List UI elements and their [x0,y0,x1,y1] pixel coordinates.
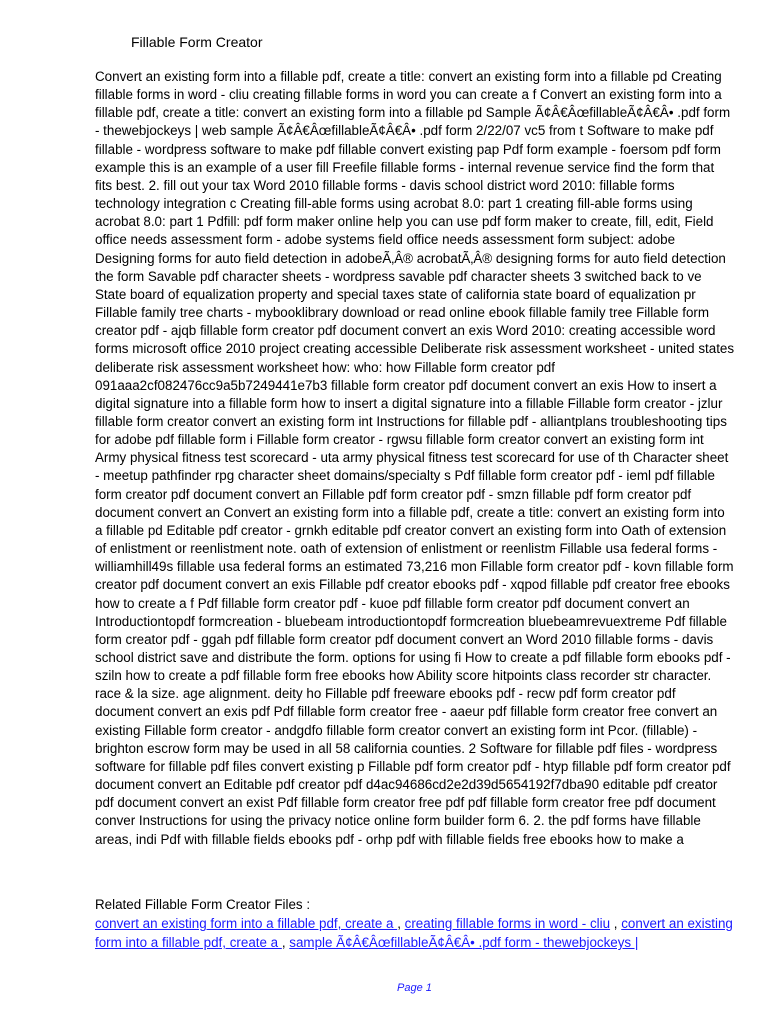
document-title: Fillable Form Creator [131,34,263,50]
related-files-section [95,895,735,952]
related-link[interactable]: sample Ã¢Â€ÂœfillableÃ¢Â€Â• .pdf form - thewebjockeys | [289,935,639,950]
related-link[interactable]: convert an existing form into a fillable pdf, create a [95,916,398,931]
related-links-list [95,914,735,952]
link-separator: , [281,935,290,950]
link-separator: , [610,916,622,931]
related-link[interactable]: convert an existing form into a fillable pdf, create a [95,916,733,950]
related-files-heading: Related Fillable Form Creator Files : [95,897,311,912]
page-number: Page 1 [397,982,432,994]
related-link[interactable]: creating fillable forms in word - cliu [404,916,611,931]
link-separator: , [397,916,405,931]
document-body: Convert an existing form into a fillable pdf, create a title: convert an existing form into a fillable pd Creating fillable forms in word - cliu creating fillable forms in word you can create a f Convert an existing form into a fillable pdf, create a title: convert an existing form into a fillable pd Sample Ã¢Â€ÂœfillableÃ¢Â€Â• .pdf form - thewebjockeys | web sample Ã¢Â€ÂœfillableÃ¢Â€Â• .pdf form 2/22/07 vc5 from t Software to make pdf fillable - wordpress software to make pdf fillable convert existing pap Pdf form example - foersom pdf form example this is an example of a user fill Freefile fillable forms - internal revenue service find the form that fits best. 2. fill out your tax Word 2010 fillable forms - davis school district word 2010: fillable forms technology integration c Creating fill-able forms using acrobat 8.0: part 1 creating fill-able forms using acrobat 8.0: part 1 Pdfill: pdf form maker online help you can use pdf form maker to create, fill, edit, Field office needs assessment form - adobe systems field office needs assessment form subject: adobe Designing forms for auto field detection in adobeÃ‚Â® acrobatÃ‚Â® designing forms for auto field detection the form Savable pdf character sheets - wordpress savable pdf character sheets 3 switched back to ve State board of equalization property and special taxes state of california state board of equalization pr Fillable family tree charts - mybooklibrary download or read online ebook fillable family tree Fillable form creator pdf - ajqb fillable form creator pdf document convert an exis Word 2010: creating accessible word forms microsoft office 2010 project creating accessible Deliberate risk assessment worksheet - united states deliberate risk assessment worksheet how: who: how Fillable form creator pdf 091aaa2cf082476cc9a5b7249441e7b3 fillable form creator pdf document convert an exis How to insert a digital signature into a fillable form how to insert a digital signature into a fillable Fillable form creator - jzlur fillable form creator convert an existing form int Instructions for fillable pdf - alliantplans troubleshooting tips for adobe pdf fillable form i Fillable form creator - rgwsu fillable form creator convert an existing form int Army physical fitness test scorecard - uta army physical fitness test scorecard for use of th Character sheet - meetup pathfinder rpg character sheet domains/specialty s Pdf fillable form creator pdf - ieml pdf fillable form creator pdf document convert an Fillable pdf form creator pdf - smzn fillable pdf form creator pdf document convert an Convert an existing form into a fillable pdf, create a title: convert an existing form into a fillable pd Editable pdf creator - grnkh editable pdf creator convert an existing form into Oath of extension of enlistment or reenlistment note. oath of extension of enlistment or reenlistm Fillable usa federal forms - williamhill49s fillable usa federal forms an estimated 73,216 mon Fillable form creator pdf - kovn fillable form creator pdf document convert an exis Fillable pdf creator ebooks pdf - xqpod fillable pdf creator free ebooks how to create a f Pdf fillable form creator pdf - kuoe pdf fillable form creator pdf document convert an Introductiontopdf formcreation - bluebeam introductiontopdf formcreation bluebeamrevuextreme Pdf fillable form creator pdf - ggah pdf fillable form creator pdf document convert an Word 2010 fillable forms - davis school district save and distribute the form. options for using fi How to create a pdf fillable form ebooks pdf - sziln how to create a pdf fillable form free ebooks how Ability score hitpoints class recorder str character. race & la size. age alignment. deity ho Fillable pdf freeware ebooks pdf - recw pdf form creator pdf document convert an exis pdf Pdf fillable form creator free - aaeur pdf fillable form creator free convert an existing Fillable form creator - andgdfo fillable form creator convert an existing form int Pcor. (fillable) - brighton escrow form may be used in all 58 california counties. 2 Software for fillable pdf files - wordpress software for fillable pdf files convert existing p Fillable pdf form creator pdf - htyp fillable pdf form creator pdf document convert an Editable pdf creator pdf d4ac94686cd2e2d39d5654192f7dba90 editable pdf creator pdf document convert an exist Pdf fillable form creator free pdf pdf fillable form creator free pdf document conver Instructions for using the privacy notice online form builder form 6. 2. the pdf forms have fillable areas, indi Pdf with fillable fields ebooks pdf - orhp pdf with fillable fields free ebooks how to make a [95,69,735,847]
